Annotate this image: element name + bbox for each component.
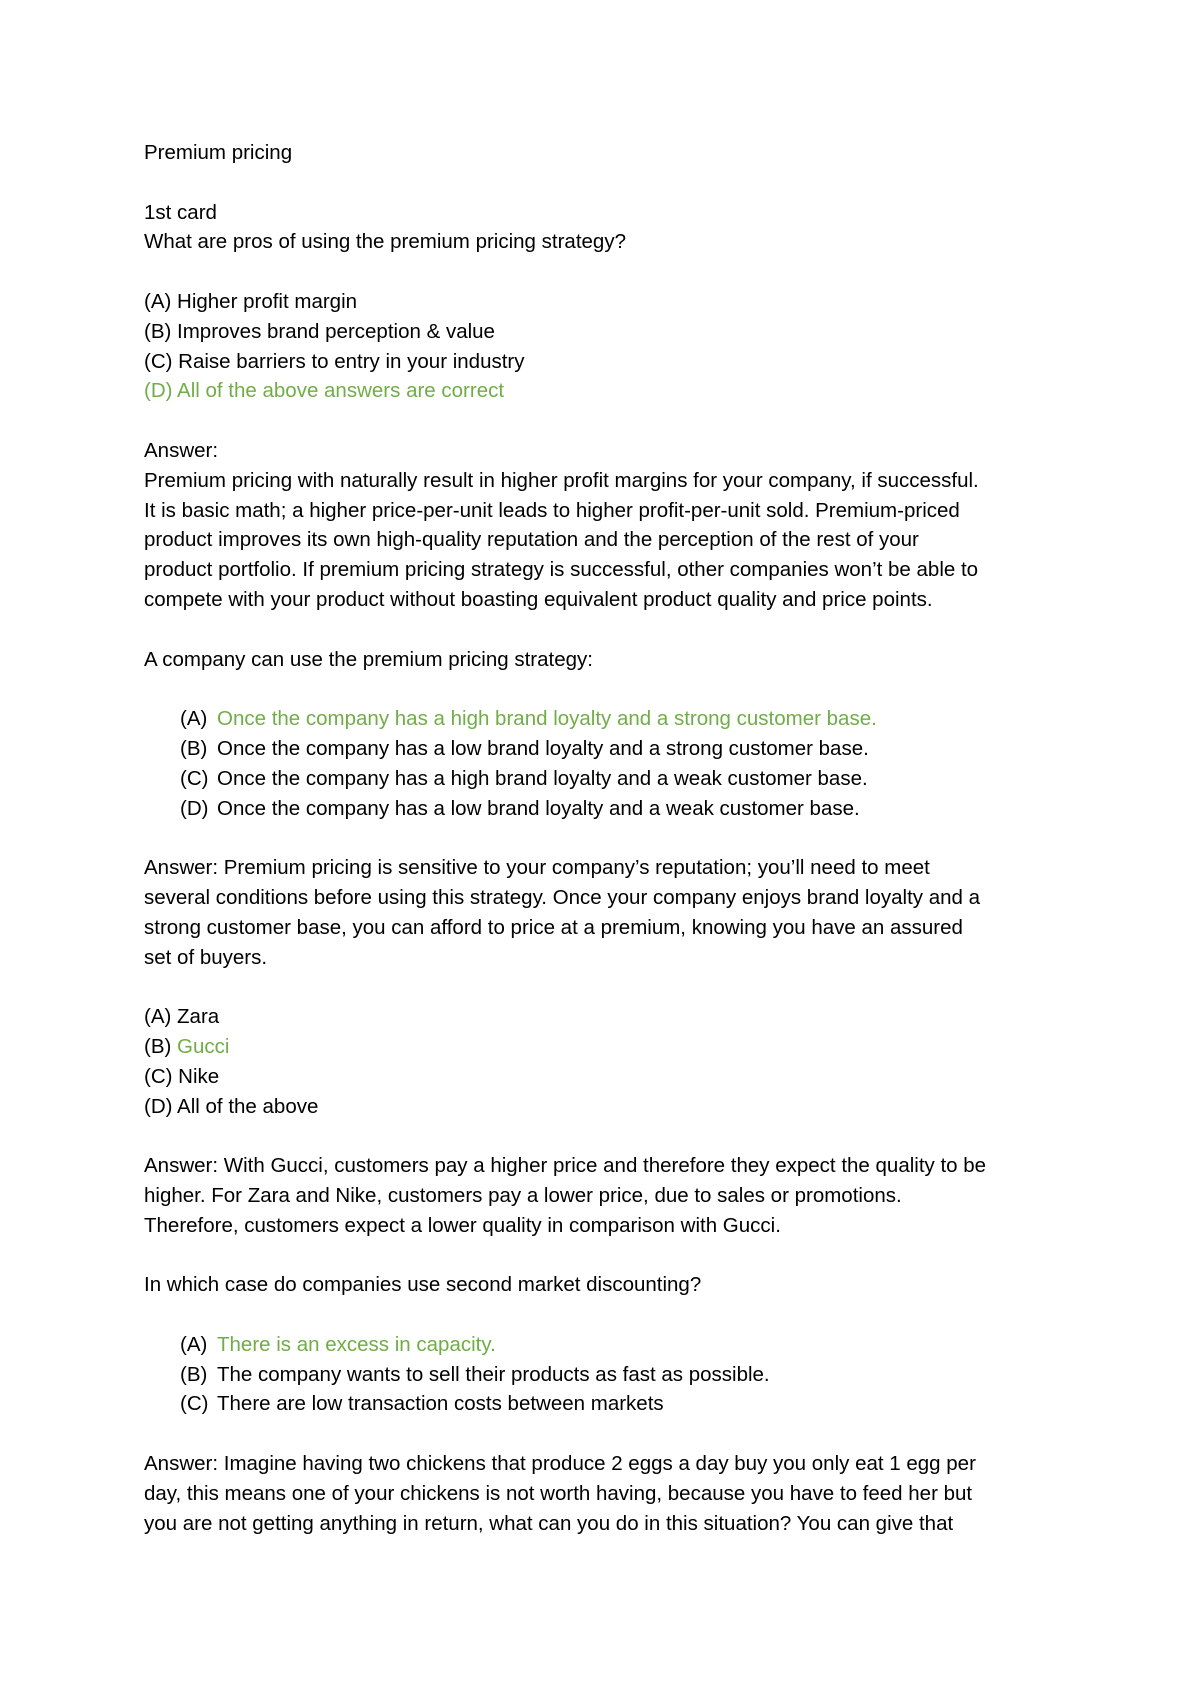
q2-option-b bbox=[144, 734, 1084, 764]
q4-answer-line: Answer: Imagine having two chickens that produce 2 eggs a day buy you only eat 1 egg per bbox=[144, 1452, 976, 1476]
spacer bbox=[144, 823, 1084, 853]
option-text: There are low transaction costs between markets bbox=[217, 1392, 664, 1416]
spacer bbox=[144, 168, 1084, 198]
q4-question: In which case do companies use second market discounting? bbox=[144, 1273, 702, 1297]
option-text: Zara bbox=[177, 1005, 220, 1029]
q3-answer-line: higher. For Zara and Nike, customers pay a lower price, due to sales or promotions. bbox=[144, 1183, 902, 1207]
q1-option-d-correct: (D) All of the above answers are correct bbox=[144, 379, 505, 403]
q3-option-b bbox=[144, 1032, 1084, 1062]
q1-answer-line: product portfolio. If premium pricing strategy is successful, other companies won’t be able to bbox=[144, 558, 979, 582]
option-text: The company wants to sell their products as fast as possible. bbox=[217, 1362, 770, 1386]
q2-answer-line: Answer: Premium pricing is sensitive to your company’s reputation; you’ll need to meet bbox=[144, 856, 930, 880]
q1-option-b: (B) Improves brand perception & value bbox=[144, 319, 495, 343]
q1-answer-line: It is basic math; a higher price-per-unit leads to higher profit-per-unit sold. Premium-priced bbox=[144, 498, 960, 522]
option-letter: (B) bbox=[180, 736, 208, 760]
option-letter: (C) bbox=[180, 1392, 209, 1416]
q2-question: A company can use the premium pricing strategy: bbox=[144, 647, 593, 671]
spacer bbox=[144, 1300, 1084, 1330]
q1-answer-line: Premium pricing with naturally result in higher profit margins for your company, if successful. bbox=[144, 468, 979, 492]
option-letter: (D) bbox=[144, 1094, 173, 1118]
option-letter: (A) bbox=[180, 1332, 208, 1356]
q3-option-d bbox=[144, 1092, 1084, 1122]
q3-answer-line: Therefore, customers expect a lower quality in comparison with Gucci. bbox=[144, 1213, 781, 1237]
option-text: Nike bbox=[178, 1064, 220, 1088]
card-label: 1st card bbox=[144, 200, 217, 224]
option-text-correct: There is an excess in capacity. bbox=[217, 1332, 496, 1356]
option-letter: (A) bbox=[180, 707, 208, 731]
document-page bbox=[144, 138, 1084, 1538]
option-text: All of the above bbox=[177, 1094, 319, 1118]
q2-option-a bbox=[144, 704, 1084, 734]
spacer bbox=[144, 674, 1084, 704]
q3-option-a bbox=[144, 1002, 1084, 1032]
option-text-correct: Once the company has a high brand loyalty and a strong customer base. bbox=[217, 707, 877, 731]
spacer bbox=[144, 1419, 1084, 1449]
option-text-correct: Gucci bbox=[177, 1034, 230, 1058]
q4-option-b bbox=[144, 1360, 1084, 1390]
q4-option-a bbox=[144, 1330, 1084, 1360]
q4-option-c bbox=[144, 1389, 1084, 1419]
q2-option-d bbox=[144, 794, 1084, 824]
spacer bbox=[144, 1240, 1084, 1270]
option-text: Once the company has a high brand loyalty and a weak customer base. bbox=[217, 766, 868, 790]
spacer bbox=[144, 615, 1084, 645]
q2-answer-line: several conditions before using this strategy. Once your company enjoys brand loyalty and a bbox=[144, 885, 981, 909]
option-letter: (C) bbox=[180, 766, 209, 790]
q1-option-c: (C) Raise barriers to entry in your industry bbox=[144, 349, 525, 373]
option-letter: (B) bbox=[144, 1034, 172, 1058]
q2-option-c bbox=[144, 764, 1084, 794]
document-title: Premium pricing bbox=[144, 141, 293, 164]
q1-option-a: (A) Higher profit margin bbox=[144, 289, 358, 313]
q1-question: What are pros of using the premium pricing strategy? bbox=[144, 230, 626, 254]
q3-answer-line: Answer: With Gucci, customers pay a higher price and therefore they expect the quality to be bbox=[144, 1154, 987, 1178]
spacer bbox=[144, 972, 1084, 1002]
q1-answer-label: Answer: bbox=[144, 438, 219, 462]
q2-answer-line: strong customer base, you can afford to price at a premium, knowing you have an assured bbox=[144, 915, 963, 939]
q4-answer-line: you are not getting anything in return, what can you do in this situation? You can give that bbox=[144, 1511, 954, 1535]
option-letter: (D) bbox=[180, 796, 209, 820]
option-letter: (B) bbox=[180, 1362, 208, 1386]
q3-option-c bbox=[144, 1062, 1084, 1092]
option-text: Once the company has a low brand loyalty and a strong customer base. bbox=[217, 736, 869, 760]
q4-answer-line: day, this means one of your chickens is not worth having, because you have to feed her but bbox=[144, 1481, 973, 1505]
q2-answer-line: set of buyers. bbox=[144, 945, 268, 969]
option-text: Once the company has a low brand loyalty and a weak customer base. bbox=[217, 796, 860, 820]
q1-answer-line: product improves its own high-quality reputation and the perception of the rest of your bbox=[144, 528, 919, 552]
spacer bbox=[144, 257, 1084, 287]
option-letter: (A) bbox=[144, 1005, 172, 1029]
option-letter: (C) bbox=[144, 1064, 173, 1088]
spacer bbox=[144, 406, 1084, 436]
q1-answer-line: compete with your product without boasting equivalent product quality and price points. bbox=[144, 587, 933, 611]
spacer bbox=[144, 1121, 1084, 1151]
